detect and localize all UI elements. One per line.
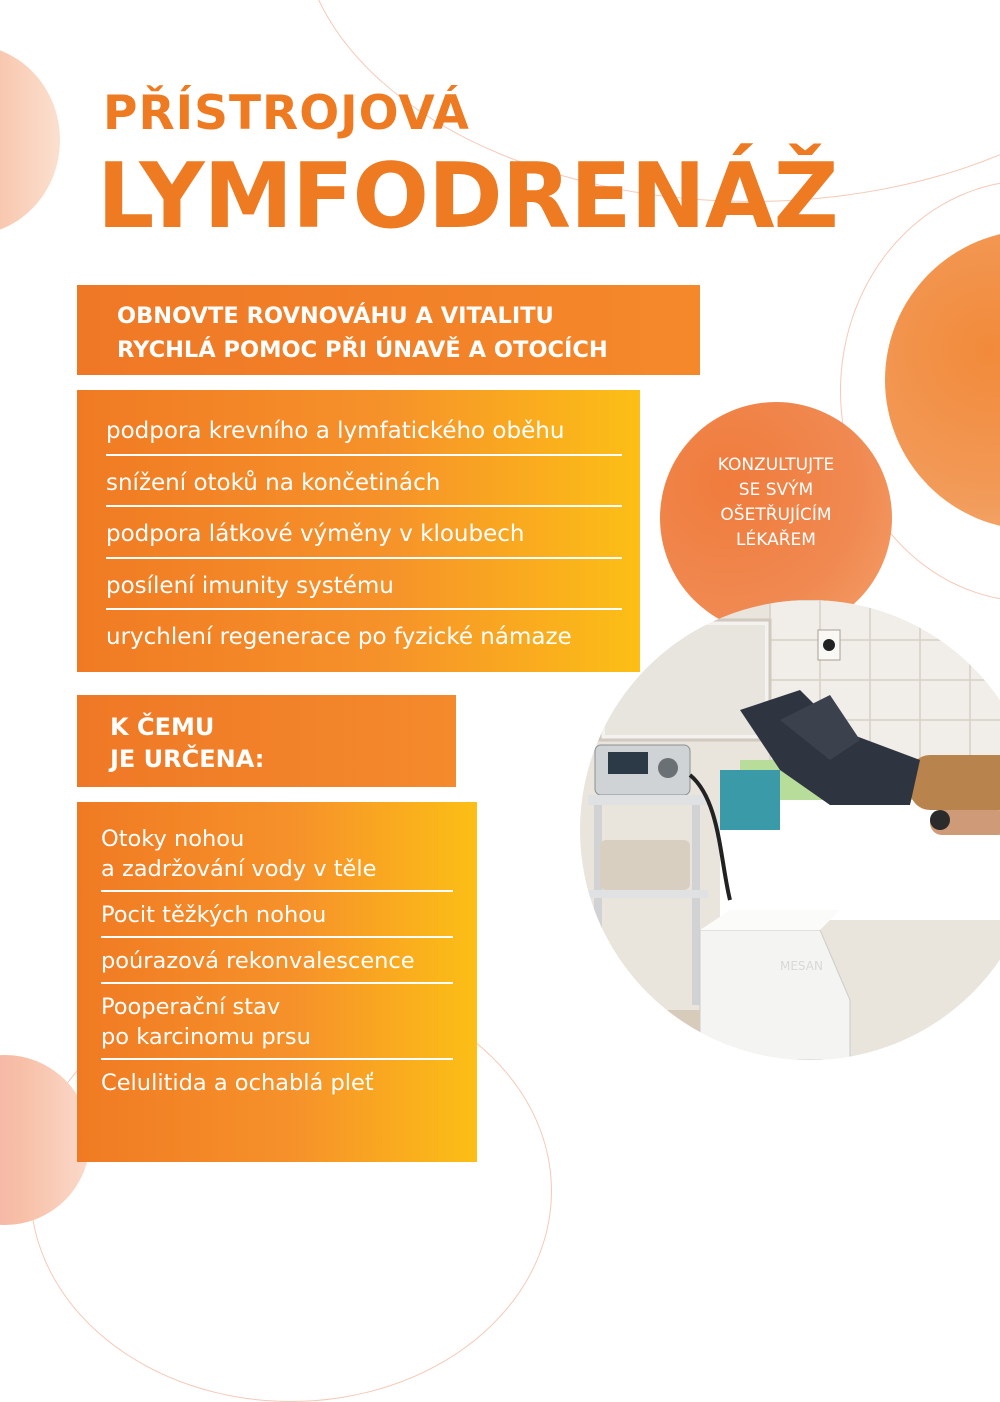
indication-line: po karcinomu prsu [101,1024,311,1050]
device-label: MESAN [780,959,823,973]
indication-item [101,892,453,938]
indication-item [101,816,453,892]
benefit-item: podpora krevního a lymfatického oběhu [106,404,622,456]
consult-line-2: SE SVÝM [738,480,814,500]
section-line-2: JE URČENA: [110,745,265,773]
title-line-1: PŘÍSTROJOVÁ [103,86,470,141]
consult-badge [660,402,892,634]
section-header [77,695,456,787]
consult-line-4: LÉKAŘEM [736,530,816,550]
indication-item [101,984,453,1060]
indications-list [77,802,477,1162]
indication-line: Otoky nohou [101,826,245,852]
indication-line: Pocit těžkých nohou [101,902,327,928]
benefit-item: urychlení regenerace po fyzické námaze [106,624,572,650]
consult-line-1: KONZULTUJTE [717,455,835,475]
benefit-item: snížení otoků na končetinách [106,456,622,508]
treatment-scene-illustration [580,600,1000,1060]
indication-item [101,1060,453,1104]
headline-banner [77,285,700,375]
indication-item [101,938,453,984]
section-line-1: K ČEMU [110,713,215,741]
consult-line-3: OŠETŘUJÍCÍM [720,505,832,525]
title-line-2: LYMFODRENÁŽ [97,144,838,249]
treatment-photo [580,600,1000,1060]
indication-line: poúrazová rekonvalescence [101,948,415,974]
banner-line-2: RYCHLÁ POMOC PŘI ÚNAVĚ A OTOCÍCH [117,337,608,363]
indication-line: Celulitida a ochablá pleť [101,1070,374,1096]
benefit-item: podpora látkové výměny v kloubech [106,507,622,559]
banner-line-1: OBNOVTE ROVNOVÁHU A VITALITU [117,303,554,329]
indication-line: Pooperační stav [101,994,281,1020]
indication-line: a zadržování vody v těle [101,856,377,882]
benefit-item: posílení imunity systému [106,559,622,611]
decor-circle-top-left [0,45,60,235]
benefits-list [77,390,640,672]
